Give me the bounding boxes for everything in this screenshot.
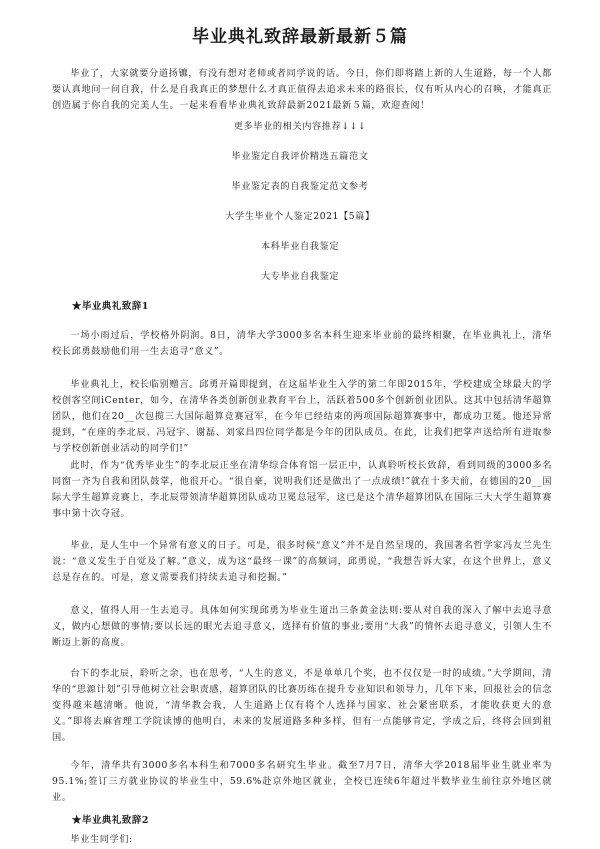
related-link-4[interactable]: 本科毕业自我鉴定: [260, 241, 340, 252]
related-link-5[interactable]: 大专毕业自我鉴定: [260, 271, 340, 282]
related-link-1[interactable]: 毕业鉴定自我评价精选五篇范文: [231, 151, 369, 162]
section-heading-2: ★毕业典礼致辞2: [72, 815, 149, 826]
section2-paragraph: 毕业生同学们:: [70, 834, 133, 845]
section1-paragraph: 今年，清华共有3000多名本科生和7000多名研究生毕业。截至7月7日，清华大学2018届毕业生就业率为95.1%;签订三方就业协议的毕业生中，59.6%赴京外地区就业，全校已连续6年超过半数毕业生前往京外地区就业。: [52, 760, 552, 803]
section1-paragraph: 毕业，是人生中一个异常有意义的日子。可是，很多时候“意义”并不是自然呈现的，我国著名哲学家冯友兰先生说：“意义发生于自觉及了解。”意义，成为这“最终一课”的高频词，邱勇说，“我想告诉大家，在这个世界上，意义总是存在的。可是，意义需要我们持续去追寻和挖掘。”: [52, 540, 552, 583]
section1-paragraph: 此时，作为“优秀毕业生”的李北辰正坐在清华综合体育馆一层正中，认真聆听校长致辞，看到同级的3000多名同窗一齐为自我和团队鼓掌，他很开心。“很自豪，说明我们还是做出了一点成绩!”就在十多天前，在德国的20__国际大学生超算竞赛上，李北辰带领清华超算团队成功卫冕总冠军，这已是这个清华超算团队在国际三大大学生超算赛事中第十次夺冠。: [52, 460, 552, 519]
section1-paragraph: 毕业典礼上，校长临别赠言。邱勇开篇即提到，在这届毕业生入学的第二年即2015年，学校建成全球最大的学校创客空间iCenter，如今，在清华各类创新创业教育平台上，活跃着500多个创新创业团队。这其中包括清华超算团队，他们在20__次包揽三大国际超算竞赛冠军，在今年已经结束的两项国际超算赛事中，都成功卫冕。他还异常提到，“在座的李北辰、冯冠宇、谢磊、刘家昌四位同学都是今年的团队成员。在此，让我们把掌声送给所有进取参与学校创新创业活动的同学们!”: [52, 379, 552, 454]
section1-paragraph: 意义，值得人用一生去追寻。具体如何实现邱勇为毕业生道出三条黄金法则:要从对自我的深入了解中去追寻意义，做内心想做的事情;要以长远的眼光去追寻意义，选择有价值的事业;要用“大我”的情怀去追寻意义，引领人生不断迈上新的高度。: [52, 605, 552, 648]
intro-paragraph: 毕业了，大家就要分道扬镳，有没有想对老师或者同学说的话。今日，你们即将踏上新的人生道路，每一个人都要认真地问一问自我，什么是自我真正的梦想什么才真正值得去追求未来的路很长，仅有听从内心的召唤，才能真正创造属于你自我的完美人生。一起来看看毕业典礼致辞最新2021最新５篇，欢迎查阅！: [52, 68, 552, 111]
section-heading-1: ★毕业典礼致辞1: [72, 301, 149, 312]
section1-paragraph: 一场小雨过后，学校格外阴润。8日，清华大学3000多名本科生迎来毕业前的最终相聚，在毕业典礼上，清华校长邱勇鼓励他们用一生去追寻“意义”。: [52, 330, 552, 357]
section1-paragraph: 台下的李北辰，聆听之余，也在思考，“人生的意义，不是单单几个奖，也不仅仅是一时的成绩。”大学期间，清华的“思源计划”引导他树立社会职责感，超算团队的比赛历练在提升专业知识和领导力，几年下来，回报社会的信念变得越来越清晰。他说，“清华教会我，人生道路上仅有将个人选择与国家、社会紧密联系，才能收获更大的意义。”即将去麻省理工学院读博的他明白，未来的发展道路多种多样，但有一点能够肯定，学成之后，终将会回到祖国。: [52, 668, 552, 743]
related-link-2[interactable]: 毕业鉴定表的自我鉴定范文参考: [231, 181, 369, 192]
related-header: 更多毕业的相关内容推荐↓↓↓: [233, 121, 367, 132]
related-link-3[interactable]: 大学生毕业个人鉴定2021【5篇】: [225, 211, 375, 222]
document-title: 毕业典礼致辞最新最新５篇: [192, 27, 408, 47]
